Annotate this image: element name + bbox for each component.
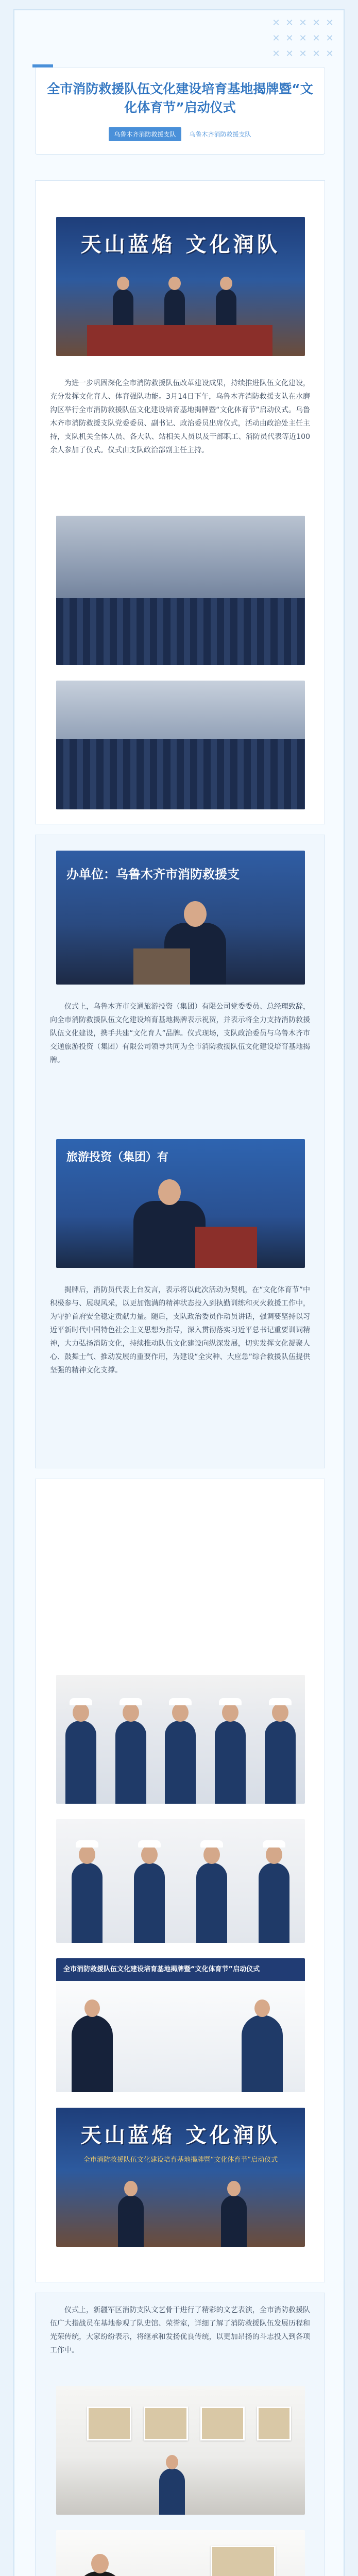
section-4 (35, 2293, 325, 2576)
photo-hall[interactable] (56, 516, 305, 665)
decorative-crosses: ✕ ✕ ✕ ✕ ✕ ✕ ✕ ✕ ✕ ✕ ✕ ✕ ✕ ✕ ✕ (272, 18, 334, 59)
photo-gallery[interactable] (56, 2386, 305, 2515)
paragraph-4: 仪式上，新疆军区消防支队文艺骨干进行了精彩的文艺表演，全市消防救援队伍广大指战员在基地参观了队史馆、荣誉室，详细了解了消防救援队伍发展历程和光荣传统，大家纷纷表示，将继承和发扬优良传统，以更加昂扬的斗志投入到各项工作中。 (50, 2306, 310, 2354)
speaker-backdrop-text: 办单位：乌鲁木齐市消防救援支 (66, 867, 240, 882)
photo-speaker[interactable] (56, 851, 305, 985)
photo-stage-2[interactable] (56, 2108, 305, 2247)
paragraph-3: 揭牌后，消防员代表上台发言，表示将以此次活动为契机，在“文化体育节”中积极参与、展现风采，以更加饱满的精神状态投入到执勤训练和灭火救援工作中，为守护首府安全稳定贡献力量。随后，支队政治委员作动员讲话，强调要坚持以习近平新时代中国特色社会主义思想为指导，深入贯彻落实习近平总书记重要训词精神，大力弘扬消防文化，持续推动队伍文化建设向纵深发展，切实发挥文化凝聚人心、鼓舞士气、推动发展的重要作用，为建设“全灾种、大应急”综合救援队伍提供坚强的精神文化支撑。 (50, 1286, 310, 1375)
article-header (35, 67, 325, 155)
article-title: 全市消防救援队伍文化建设培育基地揭牌暨“文化体育节”启动仪式 (47, 81, 313, 115)
section-1 (35, 180, 325, 824)
officer-backdrop-text: 旅游投资（集团）有 (66, 1151, 169, 1164)
category-badge[interactable]: 乌鲁木齐消防救援支队 (109, 127, 181, 141)
photo-officer[interactable] (56, 1139, 305, 1268)
photo-hall-2[interactable] (56, 681, 305, 809)
photo-uniform-row-2[interactable] (56, 1819, 305, 1943)
paragraph-1: 为进一步巩固深化全市消防救援队伍改革建设成果，持续推进队伍文化建设，充分发挥文化育人、体育强队功能。3月14日下午，乌鲁木齐消防救援支队在水磨沟区举行全市消防救援队伍文化建设培育基地揭牌暨“文化体育节”启动仪式。乌鲁木齐市消防救援支队党委委员、副书记、政治委员出席仪式，活动由政治处主任主持，支队机关全体人员、各大队、站相关人员以及干部职工、消防员代表等近100余人参加了仪式。仪式由支队政治部副主任主持。 (50, 379, 310, 454)
photo-uniform-row[interactable] (56, 1675, 305, 1804)
paragraph-2: 仪式上，乌鲁木齐市交通旅游投资（集团）有限公司党委委员、总经理致辞，向全市消防救援队伍文化建设培育基地揭牌表示祝贺，并表示将全力支持消防救援队伍文化建设，携手共建“文化育人”品牌。仪式现场，支队政治委员与乌鲁木齐市交通旅游投资（集团）有限公司领导共同为全市消防救援队伍文化建设培育基地揭牌。 (50, 1003, 310, 1064)
source-label: 乌鲁木齐消防救援支队 (189, 131, 251, 138)
stage-banner-sub: 全市消防救援队伍文化建设培育基地揭牌暨“文化体育节”启动仪式 (83, 2156, 278, 2164)
photo-gallery-2[interactable] (56, 2530, 305, 2576)
photo-stage[interactable] (56, 217, 305, 356)
article-page (13, 9, 345, 2576)
stage-banner-title: 天山蓝焰 文化润队 (80, 232, 281, 257)
caption-bar-text: 全市消防救援队伍文化建设培育基地揭牌暨“文化体育节”启动仪式 (56, 1958, 305, 1981)
photo-caption-bar[interactable] (56, 1958, 305, 2092)
section-3 (35, 1479, 325, 2282)
stage-banner-title-2: 天山蓝焰 文化润队 (80, 2123, 281, 2147)
meta-row (36, 127, 325, 141)
section-2 (35, 835, 325, 1468)
